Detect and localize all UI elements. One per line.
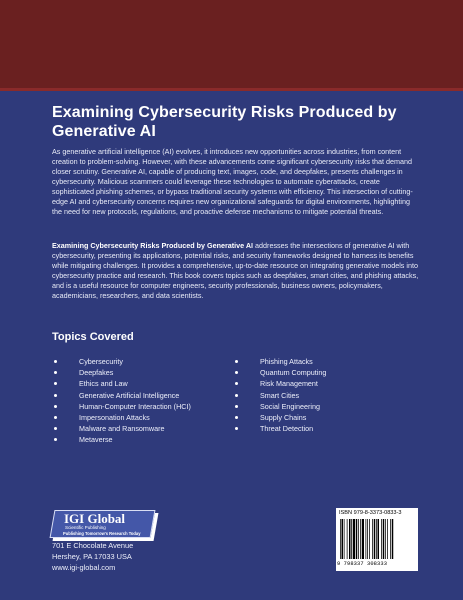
isbn-label: ISBN 979-8-3373-0833-3 [339,510,402,516]
bullet-icon [235,405,238,408]
description-book-title: Examining Cybersecurity Risks Produced by Generative AI [52,241,254,250]
topic-item: Smart Cities [235,390,326,401]
bullet-icon [235,416,238,419]
topic-item: Generative Artificial Intelligence [54,390,191,401]
topic-item: Impersonation Attacks [54,412,191,423]
topic-item: Ethics and Law [54,378,191,389]
bullet-icon [235,360,238,363]
topic-item: Quantum Computing [235,367,326,378]
bullet-icon [54,371,57,374]
topic-item: Malware and Ransomware [54,423,191,434]
description-paragraph [52,241,420,301]
bullet-icon [235,394,238,397]
barcode-panel [336,508,418,571]
bullet-icon [235,371,238,374]
bullet-icon [54,405,57,408]
description-text: addresses the intersections of generative AI with cybersecurity, presenting its applications, potential risks, and security frameworks designed to harness its benefits while mitigating challenges. It provides a comprehensive, up-to-date resource on integrating generative models into cybersecurity practice and research. This book covers topics such as deepfakes, smart cities, and phishing attacks, and is a useful resource for computer engineers, security professionals, business owners, policymakers, academicians, researchers, and data scientists. [52,241,419,300]
barcode-digits: 9 798337 308333 [337,561,388,567]
bullet-icon [54,360,57,363]
topic-item: Risk Management [235,378,326,389]
bullet-icon [54,416,57,419]
book-title: Examining Cybersecurity Risks Produced by Generative AI [52,104,397,140]
topic-item: Cybersecurity [54,356,191,367]
topic-item: Human-Computer Interaction (HCI) [54,401,191,412]
publisher-website: www.igi-global.com [52,562,116,572]
topic-item: Metaverse [54,434,191,445]
intro-paragraph: As generative artificial intelligence (AI) evolves, it introduces new opportunities across industries, from content creation to problem-solving. However, with these advancements come significant cybersecurity risks that demand closer scrutiny. Generative AI, capable of producing text, images, code, and deepfakes, presents challenges in cybersecurity. Malicious scammers could leverage these technologies to automate cyberattacks, create sophisticated phishing schemes, or bypass traditional security systems with efficiency. This intersection of cutting-edge AI and cybersecurity concerns requires new organizational safeguards for digital environments, highlighting the need for new protocols, regulations, and proactive defense mechanisms to mitigate potential threats. [52,147,413,216]
publisher-address [52,541,133,573]
top-color-band [0,0,463,88]
logo-tagline: Publishing Tomorrow's Research Today [63,531,141,536]
bullet-icon [54,438,57,441]
bullet-icon [54,427,57,430]
address-line-2: Hershey, PA 17033 USA [52,551,132,561]
bullet-icon [235,427,238,430]
topics-list-right [235,356,326,434]
topic-item: Social Engineering [235,401,326,412]
address-line-1: 701 E Chocolate Avenue [52,541,134,550]
logo-name: IGI Global [64,511,126,526]
topic-item: Phishing Attacks [235,356,326,367]
top-band-divider [0,88,463,91]
topic-item: Threat Detection [235,423,326,434]
bullet-icon [54,394,57,397]
bullet-icon [235,382,238,385]
topic-item: Deepfakes [54,367,191,378]
bullet-icon [54,382,57,385]
topics-heading: Topics Covered [52,331,134,343]
logo-subtitle: Scientific Publishing [65,525,106,530]
barcode-icon [339,519,415,559]
publisher-logo [52,510,158,542]
topics-list-left [54,356,191,446]
topic-item: Supply Chains [235,412,326,423]
